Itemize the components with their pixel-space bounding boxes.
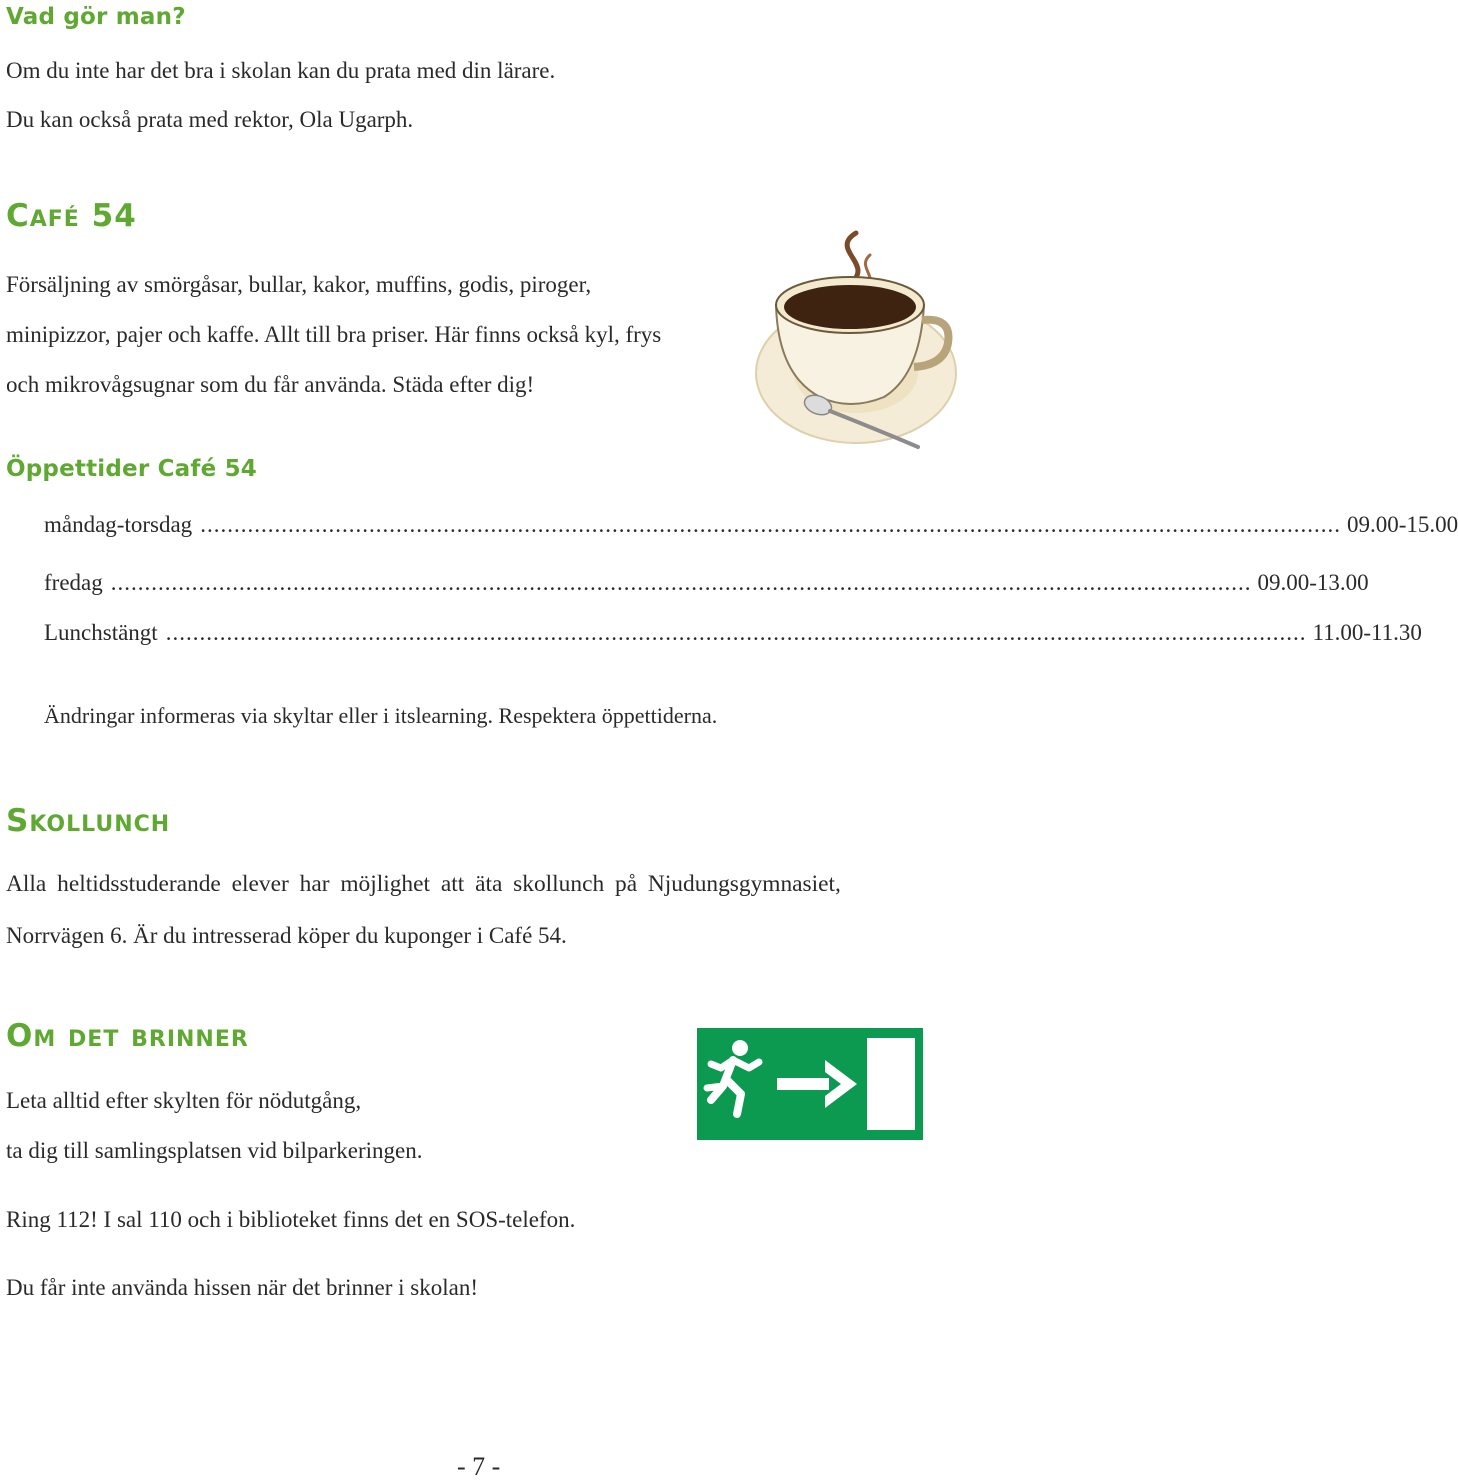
hours-day: Lunchstängt <box>44 620 158 645</box>
dot-leader: ......................................................................................................................................................................... <box>200 512 1341 537</box>
hours-day: måndag-torsdag <box>44 512 193 537</box>
paragraph-line: Ring 112! I sal 110 och i biblioteket finns det en SOS-telefon. <box>6 1207 576 1232</box>
hours-time: 09.00-13.00 <box>1257 570 1369 595</box>
paragraph-line: Försäljning av smörgåsar, bullar, kakor, muffins, godis, piroger, <box>6 272 592 297</box>
emergency-exit-sign-icon <box>697 1028 923 1140</box>
hours-time: 11.00-11.30 <box>1312 620 1422 645</box>
hours-note: Ändringar informeras via skyltar eller i itslearning. Respektera öppettiderna. <box>44 703 718 728</box>
paragraph-line: Leta alltid efter skylten för nödutgång, <box>6 1088 362 1113</box>
paragraph-line: Du får inte använda hissen när det brinner i skolan! <box>6 1275 478 1300</box>
page-number: - 7 - <box>457 1452 501 1481</box>
paragraph-line: Alla heltidsstuderande elever har möjlighet att äta skollunch på Njudungsgymnasiet, <box>6 871 841 897</box>
paragraph-line: Norrvägen 6. Är du intresserad köper du kuponger i Café 54. <box>6 923 567 948</box>
paragraph-line: och mikrovågsugnar som du får använda. Städa efter dig! <box>6 372 535 397</box>
hours-row <box>44 620 1422 646</box>
section-heading-cafe: Café 54 <box>6 198 137 234</box>
section-heading-vad-gor-man: Vad gör man? <box>6 4 186 30</box>
hours-day: fredag <box>44 570 103 595</box>
coffee-cup-icon <box>748 225 960 470</box>
opening-hours-heading: Öppettider Café 54 <box>6 456 257 482</box>
paragraph-line: minipizzor, pajer och kaffe. Allt till bra priser. Här finns också kyl, frys <box>6 322 662 347</box>
section-heading-skollunch: Skollunch <box>6 803 171 839</box>
paragraph-line: Om du inte har det bra i skolan kan du prata med din lärare. <box>6 58 556 83</box>
hours-row <box>44 512 1458 538</box>
section-heading-fire: Om det brinner <box>6 1018 249 1054</box>
paragraph-line: ta dig till samlingsplatsen vid bilparkeringen. <box>6 1138 423 1163</box>
dot-leader: ......................................................................................................................................................................... <box>110 570 1252 595</box>
paragraph-line: Du kan också prata med rektor, Ola Ugarph. <box>6 107 414 132</box>
hours-row <box>44 570 1369 596</box>
dot-leader: ......................................................................................................................................................................... <box>165 620 1307 645</box>
hours-time: 09.00-15.00 <box>1346 512 1458 537</box>
